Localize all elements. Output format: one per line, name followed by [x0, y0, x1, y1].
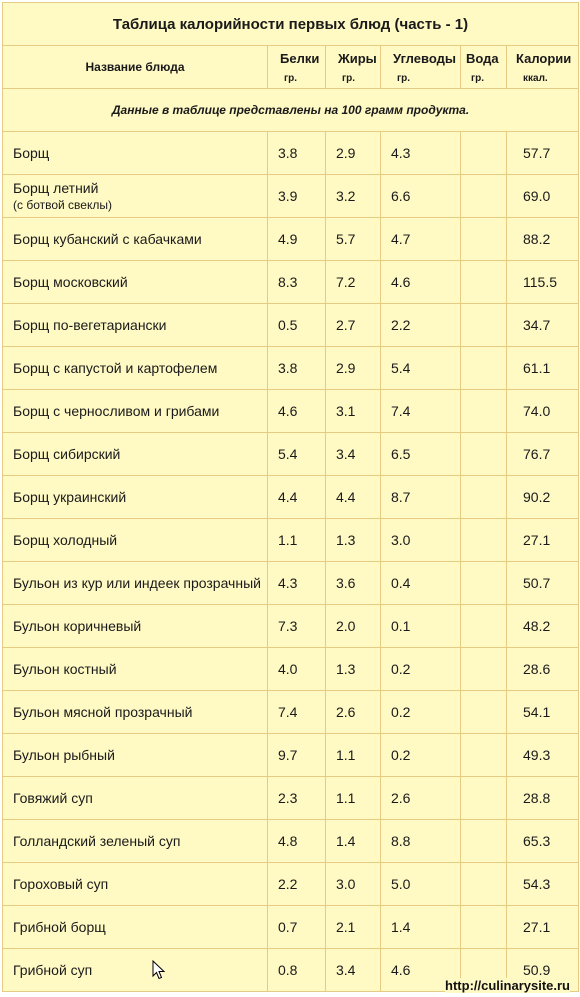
water-cell	[461, 820, 507, 863]
table-row	[3, 906, 579, 949]
dish-name-cell	[3, 734, 268, 777]
fat-cell: 2.9	[326, 347, 381, 390]
water-cell	[461, 390, 507, 433]
protein-cell: 2.2	[268, 863, 326, 906]
dish-name-cell	[3, 648, 268, 691]
carbs-cell: 3.0	[381, 519, 461, 562]
water-cell	[461, 175, 507, 218]
water-cell	[461, 906, 507, 949]
table-row	[3, 261, 579, 304]
carbs-cell: 0.4	[381, 562, 461, 605]
fat-cell: 3.6	[326, 562, 381, 605]
site-watermark: http://culinarysite.ru	[445, 978, 570, 993]
table-row	[3, 691, 579, 734]
dish-name-cell	[3, 347, 268, 390]
carbs-cell: 0.2	[381, 648, 461, 691]
table-row	[3, 562, 579, 605]
kcal-cell: 50.7	[507, 562, 579, 605]
fat-cell: 1.1	[326, 777, 381, 820]
dish-name-cell	[3, 433, 268, 476]
dish-name-cell	[3, 863, 268, 906]
kcal-cell: 90.2	[507, 476, 579, 519]
fat-cell: 3.0	[326, 863, 381, 906]
fat-cell: 1.3	[326, 648, 381, 691]
protein-cell: 9.7	[268, 734, 326, 777]
column-header-label: Жиры	[338, 51, 377, 66]
dish-name-cell	[3, 605, 268, 648]
kcal-cell: 34.7	[507, 304, 579, 347]
protein-cell: 4.3	[268, 562, 326, 605]
dish-name: Грибной борщ	[13, 919, 106, 935]
mouse-cursor-icon	[152, 960, 166, 980]
protein-cell: 0.8	[268, 949, 326, 992]
column-header-unit: гр.	[397, 73, 411, 84]
carbs-cell: 5.0	[381, 863, 461, 906]
fat-cell: 1.4	[326, 820, 381, 863]
table-row	[3, 304, 579, 347]
protein-cell: 8.3	[268, 261, 326, 304]
column-header-name: Название блюда	[3, 46, 268, 89]
kcal-cell: 49.3	[507, 734, 579, 777]
water-cell	[461, 347, 507, 390]
table-row	[3, 175, 579, 218]
carbs-cell: 6.5	[381, 433, 461, 476]
carbs-cell: 6.6	[381, 175, 461, 218]
fat-cell: 1.1	[326, 734, 381, 777]
column-header-fat	[326, 46, 381, 89]
kcal-cell: 69.0	[507, 175, 579, 218]
dish-name-cell	[3, 132, 268, 175]
column-header-label: Углеводы	[393, 51, 456, 66]
protein-cell: 0.7	[268, 906, 326, 949]
column-header-unit: гр.	[284, 73, 298, 84]
protein-cell: 3.9	[268, 175, 326, 218]
water-cell	[461, 519, 507, 562]
fat-cell: 3.2	[326, 175, 381, 218]
dish-name: Борщ	[13, 145, 50, 161]
kcal-cell: 65.3	[507, 820, 579, 863]
carbs-cell: 4.7	[381, 218, 461, 261]
carbs-cell: 7.4	[381, 390, 461, 433]
column-header-unit: гр.	[471, 73, 485, 84]
dish-name-cell	[3, 949, 268, 992]
table-row	[3, 433, 579, 476]
column-header-protein	[268, 46, 326, 89]
dish-name-cell	[3, 777, 268, 820]
table-row	[3, 605, 579, 648]
dish-name-cell	[3, 476, 268, 519]
kcal-cell: 88.2	[507, 218, 579, 261]
fat-cell: 7.2	[326, 261, 381, 304]
table-row	[3, 390, 579, 433]
water-cell	[461, 734, 507, 777]
dish-name: Борщ с капустой и картофелем	[13, 360, 218, 376]
table-row	[3, 734, 579, 777]
dish-name: Голландский зеленый суп	[13, 833, 181, 849]
water-cell	[461, 562, 507, 605]
carbs-cell: 8.7	[381, 476, 461, 519]
table-note: Данные в таблице представлены на 100 грамм продукта.	[3, 89, 579, 132]
kcal-cell: 74.0	[507, 390, 579, 433]
fat-cell: 1.3	[326, 519, 381, 562]
carbs-cell: 5.4	[381, 347, 461, 390]
dish-name: Грибной суп	[13, 962, 93, 978]
carbs-cell: 2.6	[381, 777, 461, 820]
fat-cell: 3.4	[326, 949, 381, 992]
dish-name-cell	[3, 218, 268, 261]
protein-cell: 2.3	[268, 777, 326, 820]
kcal-cell: 48.2	[507, 605, 579, 648]
table-row	[3, 777, 579, 820]
table-row	[3, 476, 579, 519]
table-row	[3, 132, 579, 175]
calorie-table	[2, 2, 579, 992]
table-row	[3, 347, 579, 390]
protein-cell: 4.8	[268, 820, 326, 863]
table-row	[3, 820, 579, 863]
dish-name-cell	[3, 390, 268, 433]
table-row	[3, 519, 579, 562]
carbs-cell: 0.2	[381, 691, 461, 734]
dish-name: Борщ летний	[13, 180, 99, 196]
protein-cell: 3.8	[268, 347, 326, 390]
kcal-cell: 54.3	[507, 863, 579, 906]
water-cell	[461, 132, 507, 175]
fat-cell: 4.4	[326, 476, 381, 519]
water-cell	[461, 218, 507, 261]
fat-cell: 2.0	[326, 605, 381, 648]
kcal-cell: 28.6	[507, 648, 579, 691]
table-row	[3, 648, 579, 691]
dish-name: Борщ кубанский с кабачками	[13, 231, 202, 247]
column-header-carbs	[381, 46, 461, 89]
protein-cell: 5.4	[268, 433, 326, 476]
table-row	[3, 863, 579, 906]
carbs-cell: 4.6	[381, 949, 461, 992]
kcal-cell: 76.7	[507, 433, 579, 476]
water-cell	[461, 261, 507, 304]
fat-cell: 2.6	[326, 691, 381, 734]
dish-name: Борщ холодный	[13, 532, 118, 548]
protein-cell: 4.4	[268, 476, 326, 519]
dish-name-cell	[3, 906, 268, 949]
protein-cell: 7.4	[268, 691, 326, 734]
fat-cell: 2.1	[326, 906, 381, 949]
water-cell	[461, 605, 507, 648]
dish-name-cell	[3, 562, 268, 605]
protein-cell: 1.1	[268, 519, 326, 562]
fat-cell: 2.9	[326, 132, 381, 175]
dish-name: Бульон рыбный	[13, 747, 115, 763]
dish-name: Борщ украинский	[13, 489, 127, 505]
kcal-cell: 57.7	[507, 132, 579, 175]
carbs-cell: 4.6	[381, 261, 461, 304]
fat-cell: 3.1	[326, 390, 381, 433]
kcal-cell: 61.1	[507, 347, 579, 390]
protein-cell: 7.3	[268, 605, 326, 648]
dish-name: Говяжий суп	[13, 790, 93, 806]
water-cell	[461, 476, 507, 519]
carbs-cell: 1.4	[381, 906, 461, 949]
dish-name: Бульон мясной прозрачный	[13, 704, 193, 720]
column-header-kcal	[507, 46, 579, 89]
dish-subtitle: (с ботвой свеклы)	[13, 198, 112, 212]
fat-cell: 2.7	[326, 304, 381, 347]
dish-name: Борщ по-вегетариански	[13, 317, 167, 333]
dish-name-cell	[3, 261, 268, 304]
kcal-cell: 27.1	[507, 519, 579, 562]
protein-cell: 4.0	[268, 648, 326, 691]
dish-name-cell	[3, 820, 268, 863]
carbs-cell: 8.8	[381, 820, 461, 863]
water-cell	[461, 648, 507, 691]
column-header-unit: гр.	[342, 73, 356, 84]
column-header-water	[461, 46, 507, 89]
water-cell	[461, 777, 507, 820]
dish-name: Бульон коричневый	[13, 618, 142, 634]
column-header-label: Вода	[466, 51, 499, 66]
kcal-cell: 54.1	[507, 691, 579, 734]
carbs-cell: 0.2	[381, 734, 461, 777]
protein-cell: 0.5	[268, 304, 326, 347]
dish-name: Борщ сибирский	[13, 446, 121, 462]
kcal-cell: 28.8	[507, 777, 579, 820]
water-cell	[461, 304, 507, 347]
dish-name: Бульон из кур или индеек прозрачный	[13, 575, 261, 591]
column-header-label: Белки	[280, 51, 320, 66]
dish-name-cell	[3, 175, 268, 218]
column-header-label: Калории	[516, 51, 572, 66]
column-header-unit: ккал.	[523, 73, 548, 84]
carbs-cell: 0.1	[381, 605, 461, 648]
protein-cell: 4.9	[268, 218, 326, 261]
kcal-cell: 115.5	[507, 261, 579, 304]
water-cell	[461, 691, 507, 734]
water-cell	[461, 433, 507, 476]
dish-name-cell	[3, 519, 268, 562]
protein-cell: 3.8	[268, 132, 326, 175]
protein-cell: 4.6	[268, 390, 326, 433]
dish-name-cell	[3, 304, 268, 347]
carbs-cell: 4.3	[381, 132, 461, 175]
kcal-cell: 27.1	[507, 906, 579, 949]
table-title: Таблица калорийности первых блюд (часть - 1)	[3, 3, 579, 46]
fat-cell: 5.7	[326, 218, 381, 261]
kcal-cell: 50.9	[507, 949, 579, 992]
dish-name: Борщ московский	[13, 274, 128, 290]
dish-name: Бульон костный	[13, 661, 117, 677]
carbs-cell: 2.2	[381, 304, 461, 347]
dish-name: Борщ с черносливом и грибами	[13, 403, 220, 419]
fat-cell: 3.4	[326, 433, 381, 476]
dish-name-cell	[3, 691, 268, 734]
table-row	[3, 218, 579, 261]
dish-name: Гороховый суп	[13, 876, 109, 892]
water-cell	[461, 863, 507, 906]
